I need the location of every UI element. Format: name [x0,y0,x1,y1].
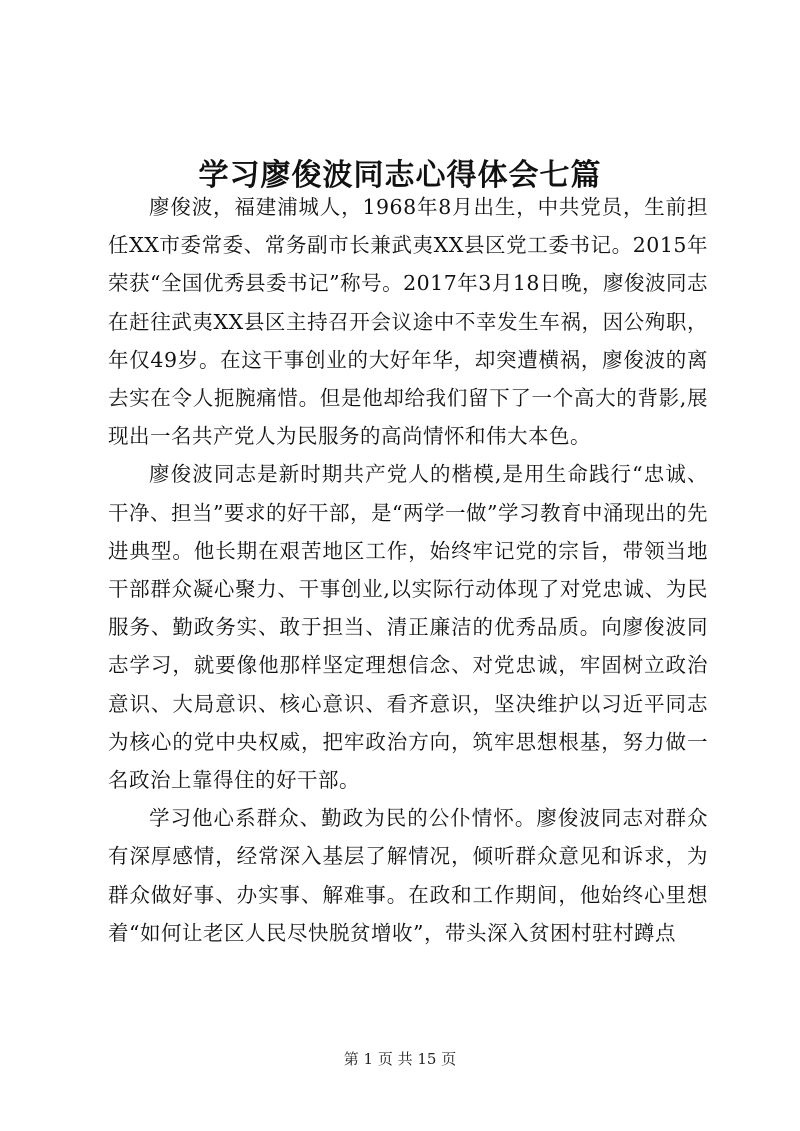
page-footer: 第 1 页 共 15 页 [343,1050,457,1068]
document-body [108,188,708,952]
paragraph-1: 廖俊波，福建浦城人，1968年8月出生，中共党员，生前担任XX市委常委、常务副市长兼武夷XX县区党工委书记。2015年荣获“全国优秀县委书记”称号。2017年3月18日晚，廖俊波同志在赶往武夷XX县区主持召开会议途中不幸发生车祸，因公殉职，年仅49岁。在这干事创业的大好年华，却突遭横祸，廖俊波的离去实在令人扼腕痛惜。但是他却给我们留下了一个高大的背影,展现出一名共产党人为民服务的高尚情怀和伟大本色。 [108,195,708,449]
document-title: 学习廖俊波同志心得体会七篇 [198,158,602,194]
paragraph-3: 学习他心系群众、勤政为民的公仆情怀。廖俊波同志对群众有深厚感情，经常深入基层了解情况，倾听群众意见和诉求，为群众做好事、办实事、解难事。在政和工作期间，他始终心里想着“如何让老区人民尽快脱贫增收”，带头深入贫困村驻村蹲点 [108,806,708,945]
paragraph-2: 廖俊波同志是新时期共产党人的楷模,是用生命践行“忠诚、干净、担当”要求的好干部，是“两学一做”学习教育中涌现出的先进典型。他长期在艰苦地区工作，始终牢记党的宗旨，带领当地干部群众凝心聚力、干事创业,以实际行动体现了对党忠诚、为民服务、勤政务实、敢于担当、清正廉洁的优秀品质。向廖俊波同志学习，就要像他那样坚定理想信念、对党忠诚，牢固树立政治意识、大局意识、核心意识、看齐意识，坚决维护以习近平同志为核心的党中央权威，把牢政治方向，筑牢思想根基，努力做一名政治上靠得住的好干部。 [108,462,708,793]
